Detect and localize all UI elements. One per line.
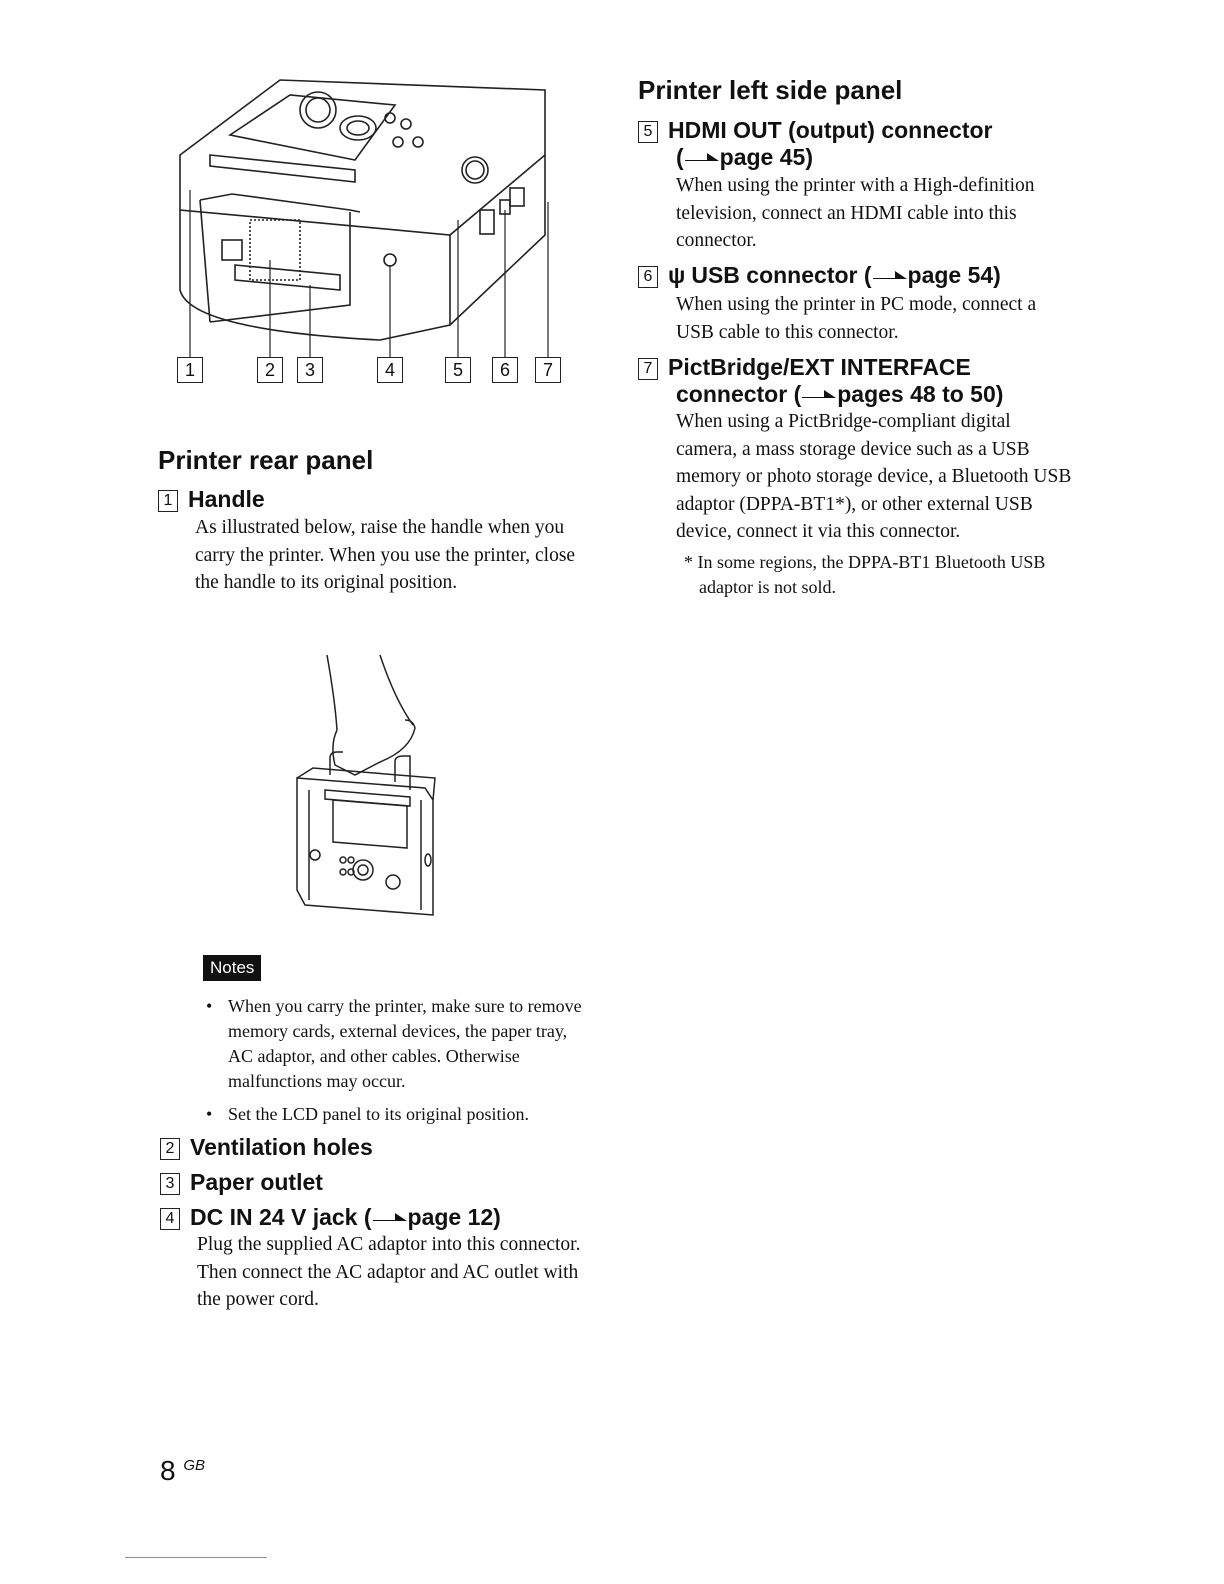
item-number-1: 1	[158, 490, 178, 512]
printer-rear-illustration	[150, 60, 590, 400]
item-number-2: 2	[160, 1138, 180, 1160]
carry-printer-figure	[285, 650, 445, 925]
callout-7: 7	[535, 357, 561, 383]
item-heading-handle	[158, 486, 265, 513]
page-ref-arrow-icon	[685, 151, 719, 163]
item-heading-paper-outlet	[160, 1169, 323, 1196]
carry-printer-illustration	[285, 650, 445, 925]
callout-6: 6	[492, 357, 518, 383]
paper-outlet-heading: Paper outlet	[190, 1169, 323, 1195]
item-number-6: 6	[638, 266, 658, 288]
printer-rear-figure	[150, 60, 590, 400]
usb-description: When using the printer in PC mode, connect a USB cable to this connector.	[676, 294, 1037, 343]
item-number-4: 4	[160, 1208, 180, 1230]
handle-description: As illustrated below, raise the handle when you carry the printer. When you use the printer, close the handle to its original position.	[195, 517, 576, 593]
callout-2: 2	[257, 357, 283, 383]
callout-4: 4	[377, 357, 403, 383]
pictbridge-heading-line1: PictBridge/EXT INTERFACE	[668, 354, 971, 380]
hdmi-description: When using the printer with a High-definition television, connect an HDMI cable into this connector.	[676, 175, 1035, 251]
callout-1: 1	[177, 357, 203, 383]
handle-heading: Handle	[188, 486, 265, 512]
hdmi-heading-line1: HDMI OUT (output) connector	[668, 117, 993, 143]
callout-3: 3	[297, 357, 323, 383]
dc-in-heading-pre: DC IN 24 V jack (	[190, 1204, 372, 1230]
ventilation-heading: Ventilation holes	[190, 1134, 373, 1160]
notes-badge: Notes	[203, 955, 261, 981]
page-ref-arrow-icon	[373, 1211, 407, 1223]
item-number-5: 5	[638, 121, 658, 143]
page-number-suffix: GB	[183, 1457, 206, 1474]
section-title-left-side-panel: Printer left side panel	[638, 75, 903, 105]
item-heading-pictbridge	[638, 354, 1078, 408]
usb-heading-pre: USB connector (	[691, 262, 872, 288]
notes-badge-wrap	[203, 955, 261, 981]
page-number	[160, 1455, 205, 1487]
item-heading-dc-in	[160, 1204, 501, 1231]
usb-heading-post: page 54)	[907, 262, 1001, 288]
item-heading-hdmi	[638, 117, 1078, 171]
note-item: • Set the LCD panel to its original position.	[200, 1102, 590, 1127]
page-ref-arrow-icon	[802, 388, 836, 400]
hdmi-heading-post: page 45)	[719, 144, 813, 170]
dc-in-heading-post: page 12)	[407, 1204, 501, 1230]
item-number-3: 3	[160, 1173, 180, 1195]
page-ref-arrow-icon	[873, 269, 907, 281]
item-heading-ventilation	[160, 1134, 373, 1161]
item-number-7: 7	[638, 358, 658, 380]
section-title-rear-panel: Printer rear panel	[158, 445, 374, 475]
dc-in-description: Plug the supplied AC adaptor into this connector. Then connect the AC adaptor and AC outlet with the power cord.	[197, 1234, 581, 1310]
page-number-value: 8	[160, 1455, 176, 1486]
usb-icon: ψ	[668, 262, 686, 288]
item-heading-usb	[638, 262, 1001, 289]
callout-5: 5	[445, 357, 471, 383]
hdmi-heading-pre: (	[676, 144, 684, 170]
pictbridge-footnote: * In some regions, the DPPA-BT1 Bluetooth USB adaptor is not sold.	[684, 552, 1046, 597]
pictbridge-heading-pre: connector (	[676, 381, 802, 407]
footer-rule	[125, 1557, 267, 1558]
pictbridge-heading-post: pages 48 to 50)	[837, 381, 1004, 407]
note-item: • When you carry the printer, make sure to remove memory cards, external devices, the paper tray, AC adaptor, and other cables. Otherwise malfunctions may occur.	[200, 994, 590, 1094]
pictbridge-description: When using a PictBridge-compliant digital camera, a mass storage device such as a USB memory or photo storage device, a Bluetooth USB adaptor (DPPA-BT1*), or other external USB device, connect it via this connector.	[676, 411, 1072, 542]
notes-list	[200, 994, 590, 1135]
